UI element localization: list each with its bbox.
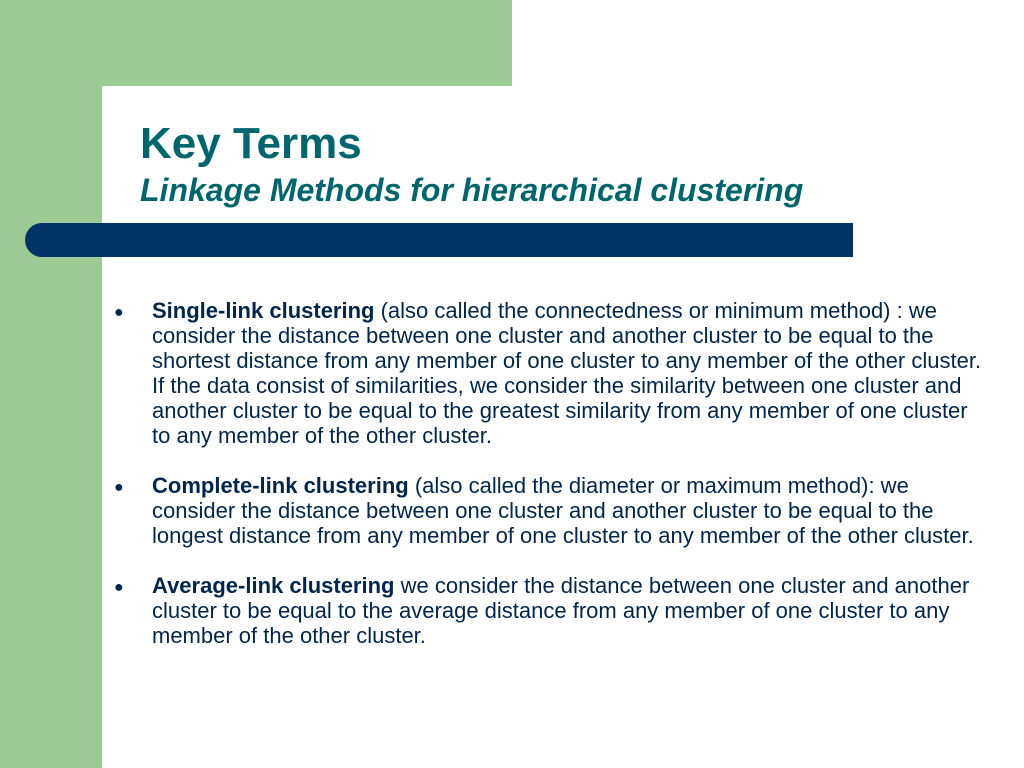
green-top-band (102, 0, 512, 86)
bullet-single-link (112, 298, 992, 448)
slide-subtitle: Linkage Methods for hierarchical clustering (140, 172, 804, 208)
bullet-term: Single-link clustering (152, 298, 375, 323)
bullet-complete-link (112, 473, 992, 548)
bullet-description: we consider the distance between one cluster and another cluster to be equal to the average distance from any member of one cluster to any member of the other cluster. (152, 573, 970, 648)
bullet-average-link (112, 573, 992, 648)
bullet-term: Average-link clustering (152, 573, 395, 598)
bullet-dot-icon: ● (114, 304, 124, 321)
bullet-dot-icon: ● (114, 479, 124, 496)
bullet-description: (also called the connectedness or minimum method) : we consider the distance between one cluster and another cluster to be equal to the shortest distance from any member of one cluster to any member of the other cluster. If the data consist of similarities, we consider the similarity between one cluster and another cluster to be equal to the greatest similarity from any member of one cluster to any member of the other cluster. (152, 298, 982, 448)
slide-title: Key Terms (140, 119, 362, 168)
title-block (140, 118, 1000, 210)
title-divider-bar (25, 223, 853, 257)
green-side-band (0, 0, 102, 768)
bullet-term: Complete-link clustering (152, 473, 409, 498)
bullet-list (112, 298, 992, 673)
bullet-dot-icon: ● (114, 579, 124, 596)
bullet-description: (also called the diameter or maximum method): we consider the distance between one cluster and another cluster to be equal to the longest distance from any member of one cluster to any member of the other cluster. (152, 473, 974, 548)
